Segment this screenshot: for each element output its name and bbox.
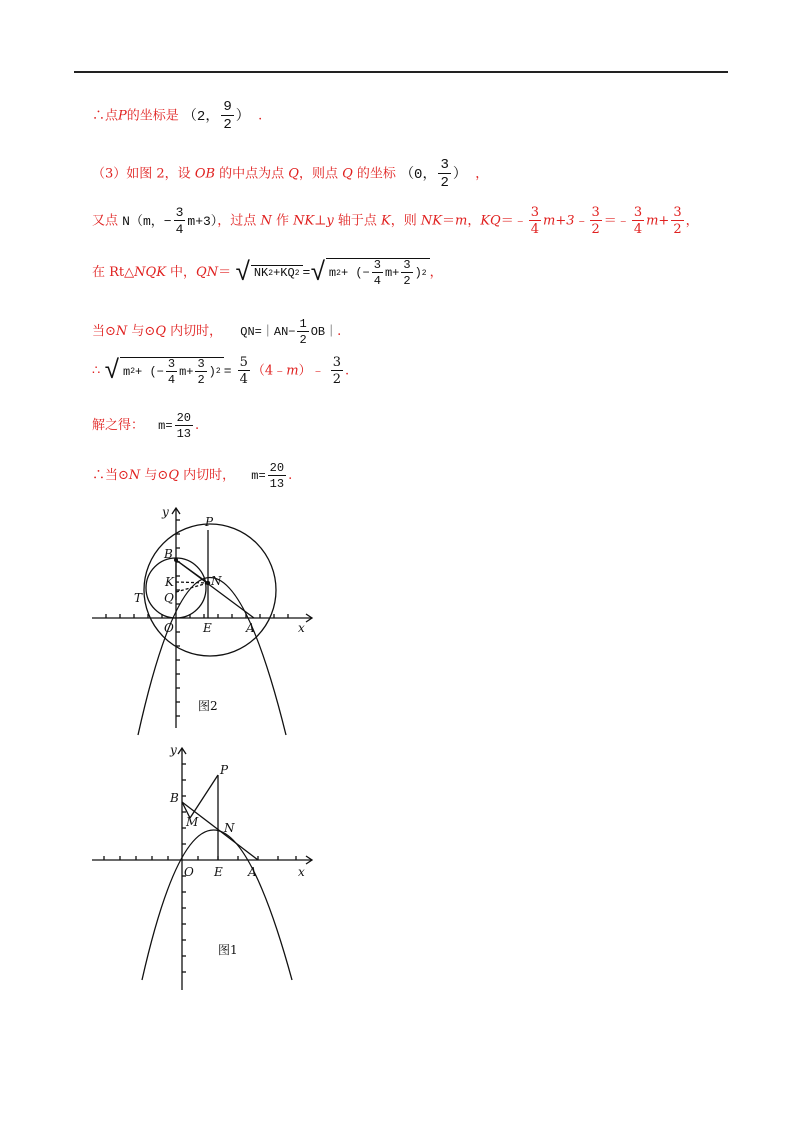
frac-den: 4 [633,222,643,237]
label-e: E [203,621,212,635]
frac-den: 4 [530,222,540,237]
formula: OB｜ [310,325,338,340]
var: NK [293,213,315,229]
label-a: A [248,865,257,879]
label-p: P [220,763,229,777]
frac-num: 3 [591,205,600,220]
var: N [260,213,272,229]
sup: 2 [215,367,221,376]
text: ＝ [218,265,232,280]
radical-sign: √ [104,356,121,386]
text: 轴于点 [333,213,382,229]
label-y: y [170,743,177,757]
text: ＝ [441,213,455,229]
text: ，则 [390,213,421,229]
var: Q [288,166,299,182]
m-equals: m= [251,469,266,484]
frac-num: 9 [223,99,232,115]
var-p: P [118,108,127,124]
line-bn [176,560,208,583]
sup: 2 [421,268,427,278]
var: K [381,213,391,229]
frac-den: 4 [239,372,248,387]
point-n [206,581,210,585]
rad-term: ) [414,266,422,280]
var: N [128,468,141,484]
text: ＝﹣ [603,213,630,229]
frac-num: 3 [167,356,176,371]
text: . [288,468,293,484]
text: . [258,108,263,124]
text: ∴ [92,363,101,379]
rad-term: + ( [135,364,157,379]
label-b: B [170,791,179,805]
radical-sign: √ [310,257,326,288]
frac-num: 20 [176,411,191,425]
label-y: y [162,505,169,519]
sup: 2 [130,367,136,376]
label-o: O [164,621,174,635]
frac-num: 3 [673,205,682,220]
frac-den: 4 [175,222,184,238]
text: . [337,324,342,340]
frac-num: 5 [239,355,248,370]
frac-num: 3 [332,355,341,370]
label-k: K [165,575,174,589]
rad-term: + ( [340,266,363,280]
label-q: Q [164,591,174,605]
frac-den: 2 [332,372,341,387]
n-close: m+3） [187,213,218,229]
label-b: B [164,547,173,561]
rad-term: − [156,364,164,379]
coord-close: ） [235,108,250,125]
var: m [455,213,468,229]
text: 的坐标是 [126,108,179,124]
line-mp [190,775,218,818]
text: 内切时， [178,468,236,484]
frac-den: 4 [373,274,381,288]
var: NK [420,213,442,229]
frac-num: 3 [403,258,411,272]
rad-term: m+ [384,266,400,280]
label-x: x [298,865,305,879]
label-a: A [246,621,255,635]
var: m [286,363,299,379]
figure-2-caption: 图2 [198,699,218,713]
text: ）﹣ [298,363,325,379]
text: ∴点 [92,108,119,124]
text: ⊥ [314,213,327,229]
text: 当⊙ [92,324,116,340]
var: QN [196,265,219,280]
frac-num: 3 [175,205,184,221]
label-t: T [134,591,143,605]
figure-1-caption: 图1 [218,943,238,957]
text: 作 [271,213,294,229]
var: KQ [480,213,501,229]
frac-den: 2 [299,333,307,347]
rad-term: NK [253,266,269,280]
equals: = [223,363,232,379]
text: . [344,363,350,379]
label-o: O [184,865,194,879]
frac-den: 2 [440,175,449,191]
label-x: x [298,621,305,635]
equals: = [302,265,311,280]
line-ba [182,802,258,860]
text: 在 Rt△ [92,265,135,280]
text: （3）如图 2，设 [92,166,195,182]
frac-den: 4 [167,372,176,387]
line-qn [176,583,208,592]
figure-1-drawing [92,748,312,990]
text: . [194,418,200,434]
coord-close: ） [452,166,467,183]
text: 的中点为点 [215,166,289,182]
frac-num: 1 [299,317,307,331]
frac-den: 13 [269,477,285,491]
frac-num: 3 [440,157,449,173]
var: y [326,213,334,229]
text: 解之得： [92,418,145,434]
frac-den: 2 [197,372,205,387]
label-n: N [224,821,235,835]
sup: 2 [268,268,274,278]
var: OB [194,166,216,182]
frac-num: 20 [269,461,285,475]
rad-term: m [328,266,337,280]
point-b [174,558,178,562]
formula: QN=｜AN− [240,325,296,340]
text: 中， [165,265,197,280]
text: 与⊙ [127,324,156,340]
frac-den: 2 [591,222,600,237]
sup: 2 [294,268,300,278]
text: ，过点 [217,213,261,229]
text: ， [685,213,699,229]
coord-open: （0， [400,166,437,183]
line-kn [176,582,208,583]
text: ∴当⊙ [92,468,129,484]
text: ， [467,213,481,229]
text: 内切时， [165,324,223,340]
rad-term: − [362,266,370,280]
rad-term: m [123,364,131,379]
parabola [142,830,292,980]
frac-den: 2 [673,222,682,237]
frac-den: 2 [223,117,232,133]
frac-den: 2 [403,274,411,288]
var: Q [155,324,166,340]
frac-num: 3 [197,356,205,371]
text: 与⊙ [140,468,169,484]
radical-sign: √ [235,257,251,288]
text: 又点 [92,213,119,229]
label-n: N [211,574,222,588]
label-p: P [205,515,214,529]
frac-num: 3 [633,205,643,220]
text: ＝﹣ [500,213,527,229]
text: m+3﹣ [543,213,588,229]
rad-term: m+ [179,364,194,379]
var: Q [168,468,179,484]
label-e: E [214,865,223,879]
text: 的坐标 [352,166,396,182]
text: ， [429,265,443,280]
text: （4﹣ [251,363,287,379]
var: Q [342,166,353,182]
rad-term: ) [208,364,216,379]
text: ， [475,166,489,182]
minus: − [163,213,172,229]
sup: 2 [336,268,341,278]
rad-term: +KQ [273,266,295,280]
m-equals: m= [158,419,173,434]
var: N [115,324,128,340]
frac-num: 3 [530,205,540,220]
n-open: N（m， [122,213,164,229]
text: m+ [646,213,670,229]
frac-den: 13 [176,427,191,441]
text: ，则点 [298,166,343,182]
coord-open: （2， [182,108,220,125]
frac-num: 3 [373,258,381,272]
var: NQK [134,265,166,280]
label-m: M [186,815,199,829]
